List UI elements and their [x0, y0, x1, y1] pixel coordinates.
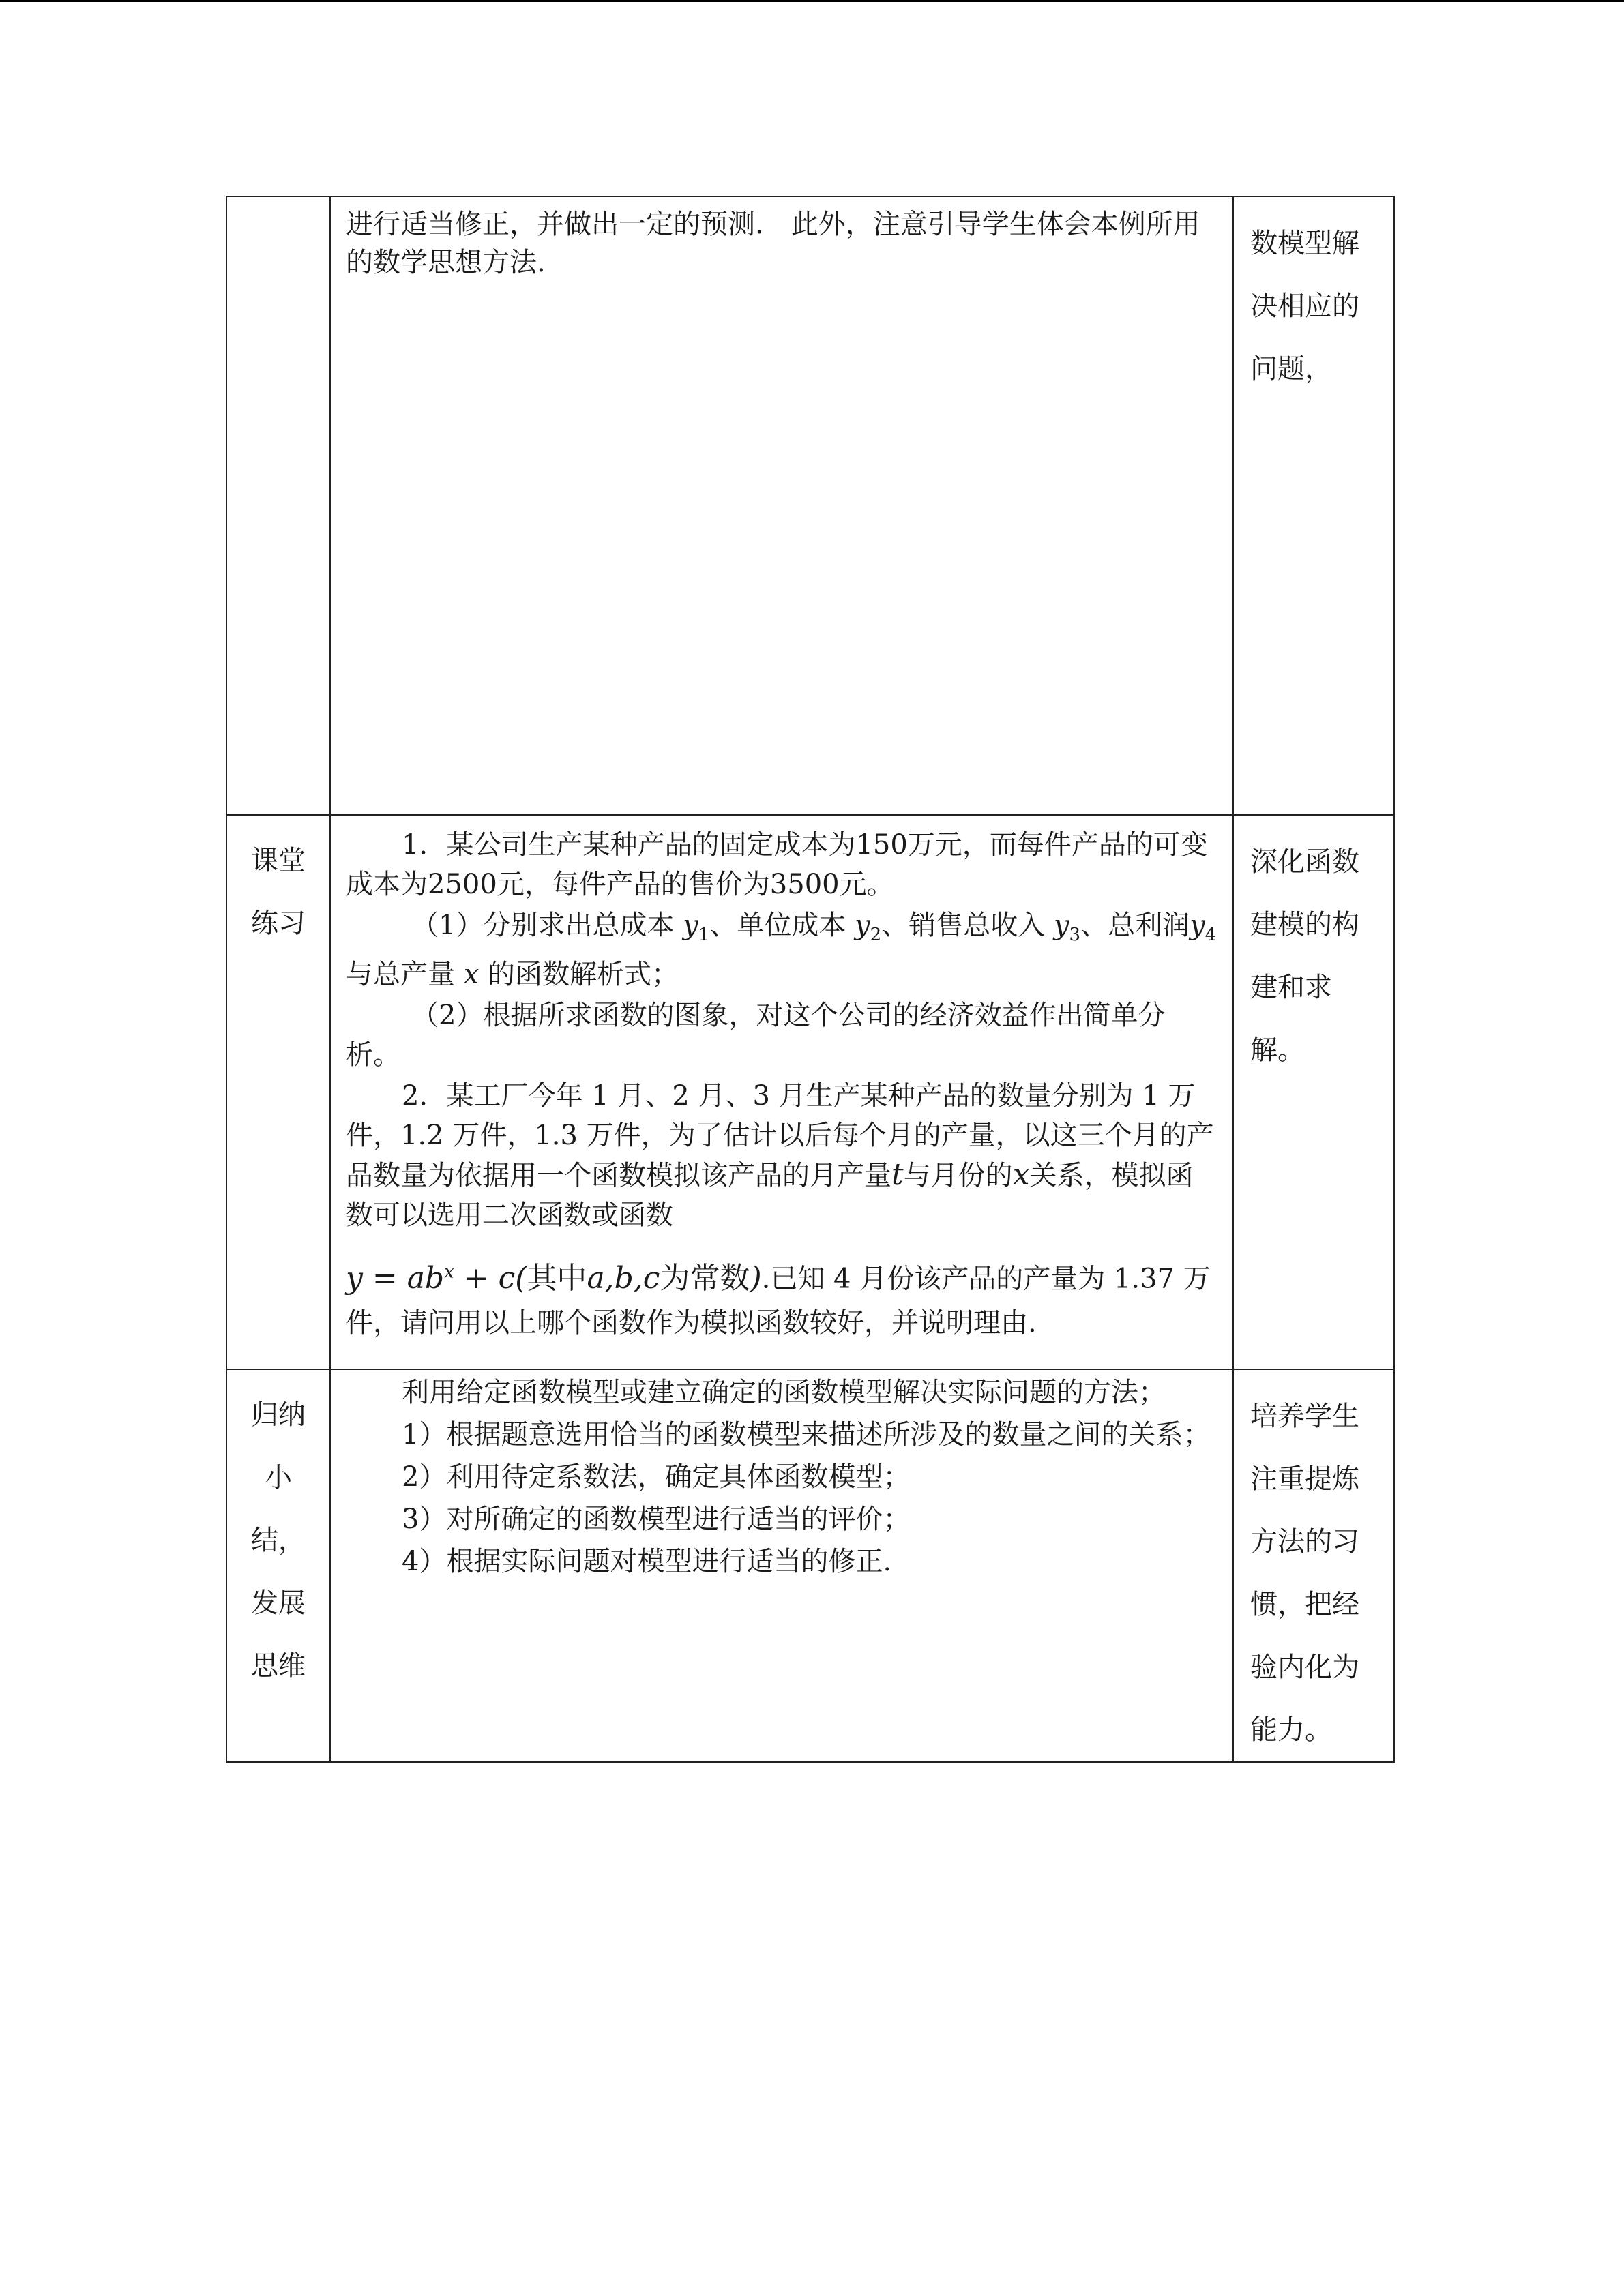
summary-line: 利用给定函数模型或建立确定的函数模型解决实际问题的方法；: [402, 1377, 1166, 1408]
table-row-summary: [226, 1369, 1394, 1762]
table-row-practice: [226, 815, 1394, 1369]
stage-label: 课堂: [251, 845, 306, 876]
stage-label: 发展: [251, 1587, 306, 1619]
exercise-1-part-2: （2）根据所求函数的图象，对这个公司的经济效益作出简单分析。: [346, 1000, 1166, 1071]
row2-content-cell: [330, 815, 1233, 1369]
stage-label: 归纳: [251, 1399, 306, 1431]
goal-line: 决相应的: [1250, 290, 1359, 322]
stage-label: 练习: [251, 908, 306, 939]
row1-label-cell: [226, 196, 330, 815]
exercise-2-formula-line: $y = ab^x + c$(其中a,b,c为常数).已知 4 月份该产品的产量为 1.37 万件，请问用以上哪个函数作为模拟函数较好，并说明理由.: [346, 1260, 1211, 1339]
goal-line: 验内化为: [1250, 1652, 1359, 1683]
row3-goal-cell: [1233, 1369, 1394, 1762]
exercise-2-text: 2．某工厂今年 1 月、2 月、3 月生产某种产品的数量分别为 1 万件，1.2 万件，1.3 万件，为了估计以后每个月的产量，以这三个月的产品数量为依据用一个函数模拟该产品的月产量t与月份的x关系，模拟函数可以选用二次函数或函数: [346, 1080, 1214, 1231]
row1-paragraph: 进行适当修正，并做出一定的预测. 此外，注意引导学生体会本例所用的数学思想方法.: [346, 209, 1200, 278]
row2-label-cell: [226, 815, 330, 1369]
summary-line: 3）对所确定的函数模型进行适当的评价；: [402, 1504, 911, 1535]
stage-label: 结，: [251, 1525, 306, 1556]
summary-line: 4）根据实际问题对模型进行适当的修正.: [402, 1546, 892, 1577]
exercise-1-intro: 1．某公司生产某种产品的固定成本为150万元，而每件产品的可变成本为2500元，每件产品的售价为3500元。: [346, 829, 1208, 900]
table-row-continuation: [226, 196, 1394, 815]
row3-content-cell: [330, 1369, 1233, 1762]
summary-line: 2）利用待定系数法，确定具体函数模型；: [402, 1461, 911, 1493]
goal-line: 数模型解: [1250, 228, 1359, 259]
goal-line: 深化函数: [1250, 846, 1359, 878]
goal-line: 培养学生: [1250, 1401, 1359, 1432]
goal-line: 能力。: [1250, 1714, 1332, 1746]
row2-goal-cell: [1233, 815, 1394, 1369]
goal-line: 问题，: [1250, 353, 1332, 385]
model-formula: $y = ab^x + c$(其中a,b,c为常数): [346, 1260, 762, 1296]
stage-label: 小: [265, 1462, 292, 1493]
summary-line: 1）根据题意选用恰当的函数模型来描述所涉及的数量之间的关系；: [402, 1419, 1211, 1450]
goal-line: 惯，把经: [1250, 1589, 1359, 1620]
stage-label: 思维: [251, 1650, 306, 1682]
goal-line: 建模的构: [1250, 909, 1359, 940]
row3-label-cell: [226, 1369, 330, 1762]
page-top-border: [0, 0, 1624, 2]
row1-goal-cell: [1233, 196, 1394, 815]
row1-content-cell: [330, 196, 1233, 815]
goal-line: 方法的习: [1250, 1526, 1359, 1557]
goal-line: 建和求: [1250, 972, 1332, 1003]
goal-line: 解。: [1250, 1034, 1305, 1066]
goal-line: 注重提炼: [1250, 1463, 1359, 1495]
lesson-plan-table: [226, 196, 1395, 1763]
exercise-1-part-1: （1）分别求出总成本 $y_1$、单位成本 $y_2$、销售总收入 $y_3$、总利润$y_4$与总产量 x 的函数解析式；: [346, 910, 1217, 990]
